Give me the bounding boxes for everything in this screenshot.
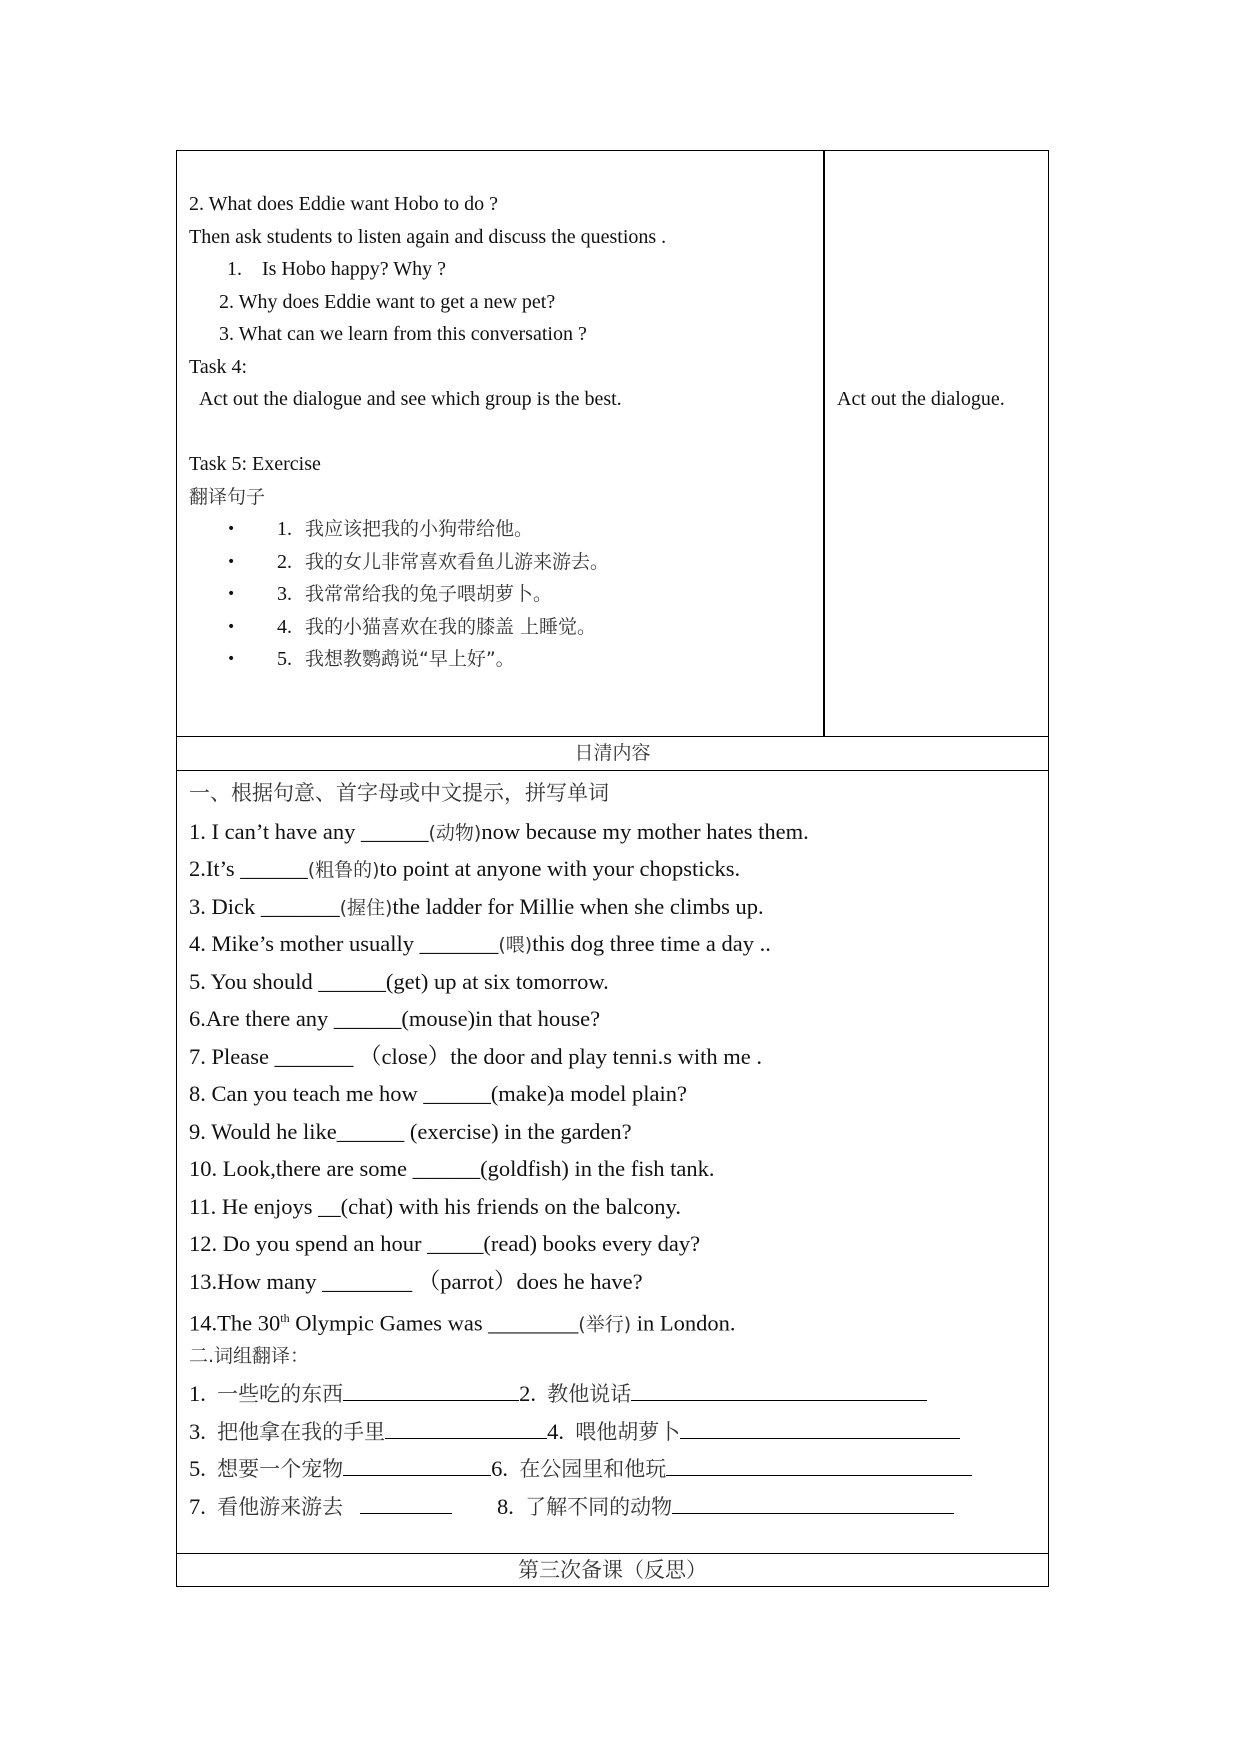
exercise-item: 13.How many ________ （parrot）does he have? [189, 1268, 643, 1294]
phrase-row [189, 1450, 972, 1488]
section2-title: 二.词组翻译： [189, 1344, 310, 1367]
answer-blank[interactable] [666, 1453, 972, 1476]
exercise-item [189, 813, 972, 851]
sentence-number: 3. [277, 583, 292, 605]
sentence-text: 我常常给我的兔子喂胡萝卜。 [305, 583, 553, 605]
translate-sentence [189, 643, 666, 676]
translate-sentence [189, 546, 666, 579]
exercise-item: 12. Do you spend an hour _____(read) books every day? [189, 1231, 701, 1256]
ordinal-suffix: th [280, 1311, 290, 1325]
instruction-line: Then ask students to listen again and discuss the questions . [189, 225, 667, 248]
teacher-activity-cell [177, 151, 825, 736]
answer-blank[interactable] [343, 1453, 491, 1476]
answer-blank[interactable] [631, 1378, 927, 1401]
bullet-icon: • [227, 521, 236, 537]
item-hint: (握住) [339, 896, 393, 919]
question-text: Why does Eddie want to get a new pet? [238, 290, 556, 313]
exercise-item [189, 1300, 972, 1338]
phrase-text: 喂他胡萝卜 [575, 1419, 681, 1444]
item-text-mid: Olympic Games was ________ [289, 1310, 579, 1336]
exercise-item: 11. He enjoys __(chat) with his friends on the balcony. [189, 1193, 681, 1219]
phrase-text: 在公园里和他玩 [519, 1457, 667, 1481]
sentence-number: 2. [277, 550, 292, 573]
sentence-text: 我的小猫喜欢在我的膝盖 上睡觉。 [305, 615, 597, 638]
daily-review-header: 日清内容 [177, 737, 1048, 771]
discuss-question [189, 318, 666, 351]
question-text: What can we learn from this conversation ? [238, 323, 587, 345]
sentence-number: 5. [277, 648, 292, 670]
exercise-item: 8. Can you teach me how ______(make)a model plain? [189, 1081, 687, 1106]
bullet-icon: • [227, 651, 236, 667]
sentence-number: 1. [277, 518, 292, 540]
question-number: 2. [219, 290, 234, 313]
translate-sentence [189, 611, 666, 644]
answer-blank[interactable] [343, 1378, 519, 1401]
sentence-text: 我的女儿非常喜欢看鱼儿游来游去。 [305, 550, 610, 573]
question-text: Is Hobo happy? Why ? [262, 258, 447, 280]
question-line: 2. What does Eddie want Hobo to do ? [189, 193, 499, 215]
item-text-end: now because my mother hates them. [481, 818, 809, 844]
bullet-icon: • [227, 618, 236, 635]
item-text-end: in London. [631, 1310, 736, 1336]
phrase-row [189, 1413, 972, 1451]
phrase-text: 一些吃的东西 [217, 1382, 344, 1406]
phrase-number: 8. [497, 1493, 514, 1519]
item-text-end: this dog three time a day .. [532, 931, 771, 956]
phrase-text: 教他说话 [547, 1382, 632, 1406]
bullet-icon: • [227, 553, 236, 570]
phrase-row [189, 1375, 972, 1413]
answer-blank[interactable] [680, 1416, 960, 1439]
translate-sentence [189, 578, 666, 611]
exercise-item: 9. Would he like______ (exercise) in the garden? [189, 1118, 632, 1144]
student-activity-cell [825, 151, 1048, 736]
exercise-item: 5. You should ______(get) up at six tomorrow. [189, 968, 609, 994]
phrase-text: 看他游来游去 [217, 1494, 344, 1519]
spacer [189, 416, 666, 449]
phrase-number: 1. [189, 1381, 206, 1406]
item-text-end: to point at anyone with your chopsticks. [379, 856, 741, 881]
phrase-text: 把他拿在我的手里 [217, 1419, 386, 1444]
task5-subtitle: 翻译句子 [189, 485, 266, 508]
phrase-number: 2. [519, 1381, 536, 1406]
daily-review-section [177, 771, 1048, 1554]
sentence-number: 4. [277, 615, 292, 638]
discuss-question [189, 253, 666, 286]
item-text: 3. Dick _______ [189, 893, 340, 919]
answer-blank[interactable] [360, 1491, 452, 1514]
phrase-text: 了解不同的动物 [525, 1494, 673, 1519]
item-hint: (动物) [428, 821, 482, 844]
exercise-item [189, 850, 972, 888]
question-number: 1. [227, 258, 242, 280]
item-hint: (举行) [578, 1313, 632, 1336]
phrase-number: 6. [491, 1456, 508, 1481]
exercise-item [189, 888, 972, 926]
section1-title: 一、根据句意、首字母或中文提示，拼写单词 [189, 781, 609, 805]
phrase-number: 4. [547, 1418, 564, 1444]
reflection-header: 第三次备课（反思） [518, 1558, 707, 1582]
item-text: 14.The 30 [189, 1310, 281, 1336]
phrase-row [189, 1488, 972, 1526]
sentence-text: 我应该把我的小狗带给他。 [305, 518, 534, 540]
sentence-text: 我想教鹦鹉说“早上好”。 [305, 648, 515, 670]
answer-blank[interactable] [672, 1491, 954, 1514]
phrase-number: 3. [189, 1418, 206, 1444]
task4-text: Act out the dialogue and see which group is the best. [199, 388, 622, 410]
phrase-number: 7. [189, 1493, 206, 1519]
translate-sentence [189, 513, 666, 546]
student-activity-text: Act out the dialogue. [837, 388, 1005, 410]
phrase-number: 5. [189, 1456, 206, 1481]
item-text: 2.It’s ______ [189, 856, 308, 881]
phrase-text: 想要一个宠物 [217, 1457, 344, 1481]
item-text: 4. Mike’s mother usually _______ [189, 931, 499, 956]
item-hint: (粗鲁的) [307, 859, 380, 881]
exercise-item: 7. Please _______ （close）the door and play tenni.s with me . [189, 1043, 763, 1069]
exercise-item: 6.Are there any ______(mouse)in that house? [189, 1006, 601, 1031]
lesson-plan-table [176, 150, 1049, 1587]
discuss-question [189, 286, 666, 319]
item-text: 1. I can’t have any ______ [189, 818, 429, 844]
exercise-item [189, 925, 972, 963]
task5-title: Task 5: Exercise [189, 453, 321, 475]
question-number: 3. [219, 323, 234, 345]
exercise-item: 10. Look,there are some ______(goldfish) in the fish tank. [189, 1156, 715, 1181]
bullet-icon: • [227, 586, 236, 602]
answer-blank[interactable] [385, 1416, 547, 1439]
task4-title: Task 4: [189, 355, 248, 378]
teaching-row [177, 151, 1048, 737]
item-hint: (喂) [498, 934, 533, 956]
item-text-end: the ladder for Millie when she climbs up. [392, 893, 764, 919]
